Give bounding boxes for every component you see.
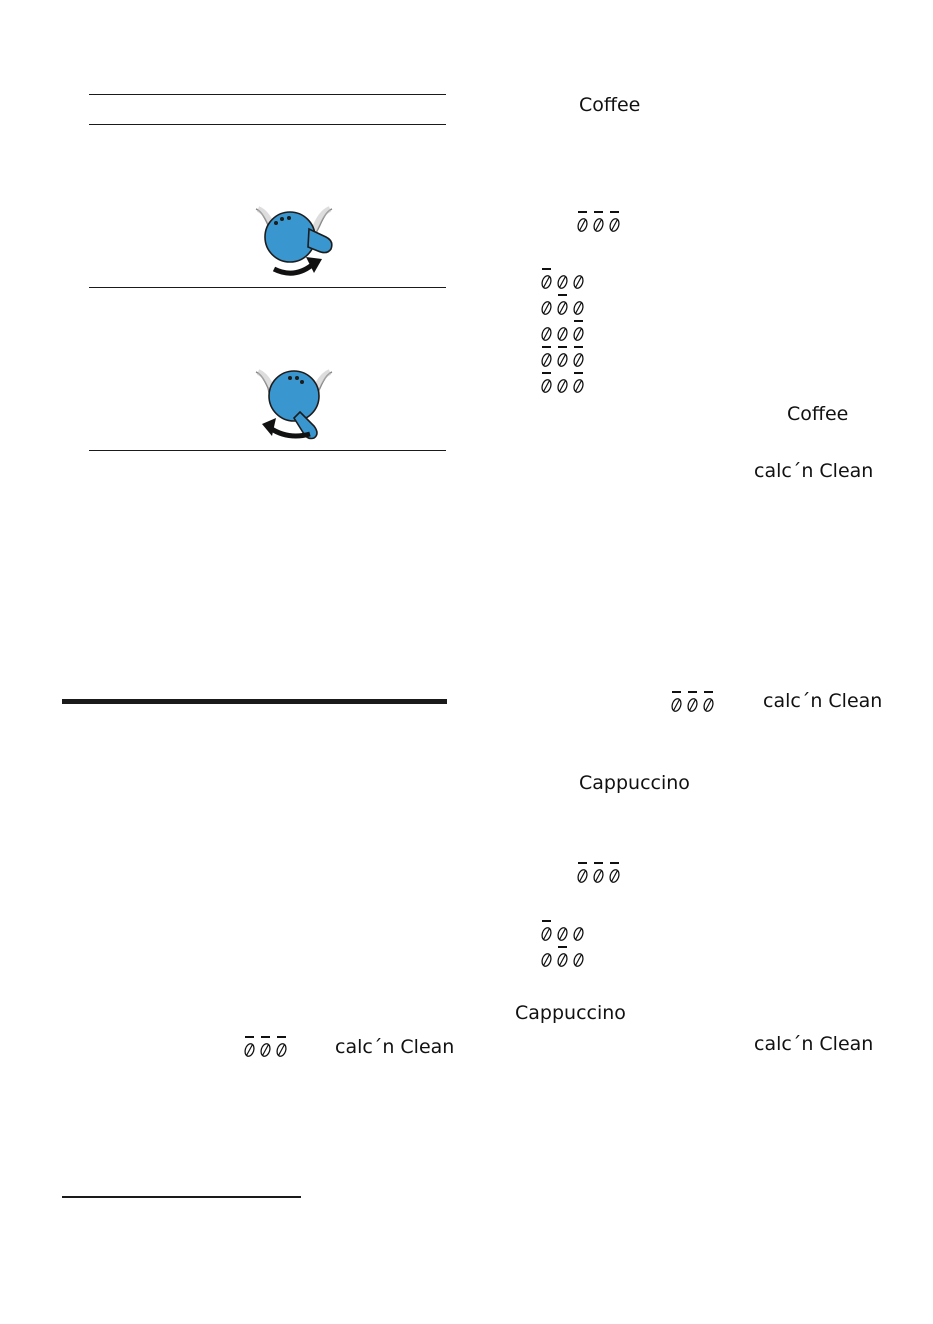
bean-icon [572,268,585,290]
bean-active-icon [556,346,569,368]
bean-active-icon [592,862,605,884]
bean-icon [556,320,569,342]
bean-active-icon [243,1036,256,1058]
bean-icon [572,920,585,942]
bean-strength-option [540,268,585,290]
bean-active-icon [572,346,585,368]
coffee-label: Coffee [787,403,849,425]
cappuccino-label: Cappuccino [515,1002,626,1024]
bean-active-icon [556,946,569,968]
table-row-divider [89,287,446,288]
calc-n-clean-label: calc´n Clean [335,1036,455,1058]
section-heading-rule [62,699,447,704]
cappuccino-title: Cappuccino [579,772,690,794]
dial-turn-clockwise-icon [254,205,334,284]
bean-active-icon [592,211,605,233]
bean-icon [556,372,569,394]
bean-active-icon [576,211,589,233]
footnote-rule [62,1196,301,1198]
bean-strength-indicator [670,691,715,713]
bean-icon [556,268,569,290]
coffee-title: Coffee [579,94,641,116]
bean-active-icon [556,294,569,316]
bean-icon [572,294,585,316]
bean-active-icon [702,691,715,713]
bean-active-icon [540,372,553,394]
bean-active-icon [540,346,553,368]
calc-n-clean-label: calc´n Clean [763,690,883,712]
bean-icon [556,920,569,942]
bean-strength-indicator [243,1036,288,1058]
table-top-rule [89,94,446,95]
bean-icon [540,320,553,342]
bean-active-icon [259,1036,272,1058]
bean-icon [540,946,553,968]
bean-active-icon [540,268,553,290]
bean-active-icon [572,320,585,342]
bean-strength-option [540,346,585,368]
bean-active-icon [608,862,621,884]
bean-icon [572,946,585,968]
bean-strength-option [540,294,585,316]
bean-active-icon [670,691,683,713]
dial-turn-counterclockwise-icon [254,368,334,447]
bean-strength-option [540,920,585,942]
bean-strength-option [540,946,585,968]
table-row-divider [89,124,446,125]
table-bottom-rule [89,450,446,451]
bean-strength-header [576,862,621,884]
calc-n-clean-label: calc´n Clean [754,460,874,482]
bean-active-icon [608,211,621,233]
bean-active-icon [686,691,699,713]
bean-active-icon [572,372,585,394]
bean-strength-option [540,372,585,394]
bean-icon [540,294,553,316]
calc-n-clean-label: calc´n Clean [754,1033,874,1055]
bean-active-icon [576,862,589,884]
bean-active-icon [540,920,553,942]
bean-active-icon [275,1036,288,1058]
bean-strength-option [540,320,585,342]
bean-strength-header [576,211,621,233]
